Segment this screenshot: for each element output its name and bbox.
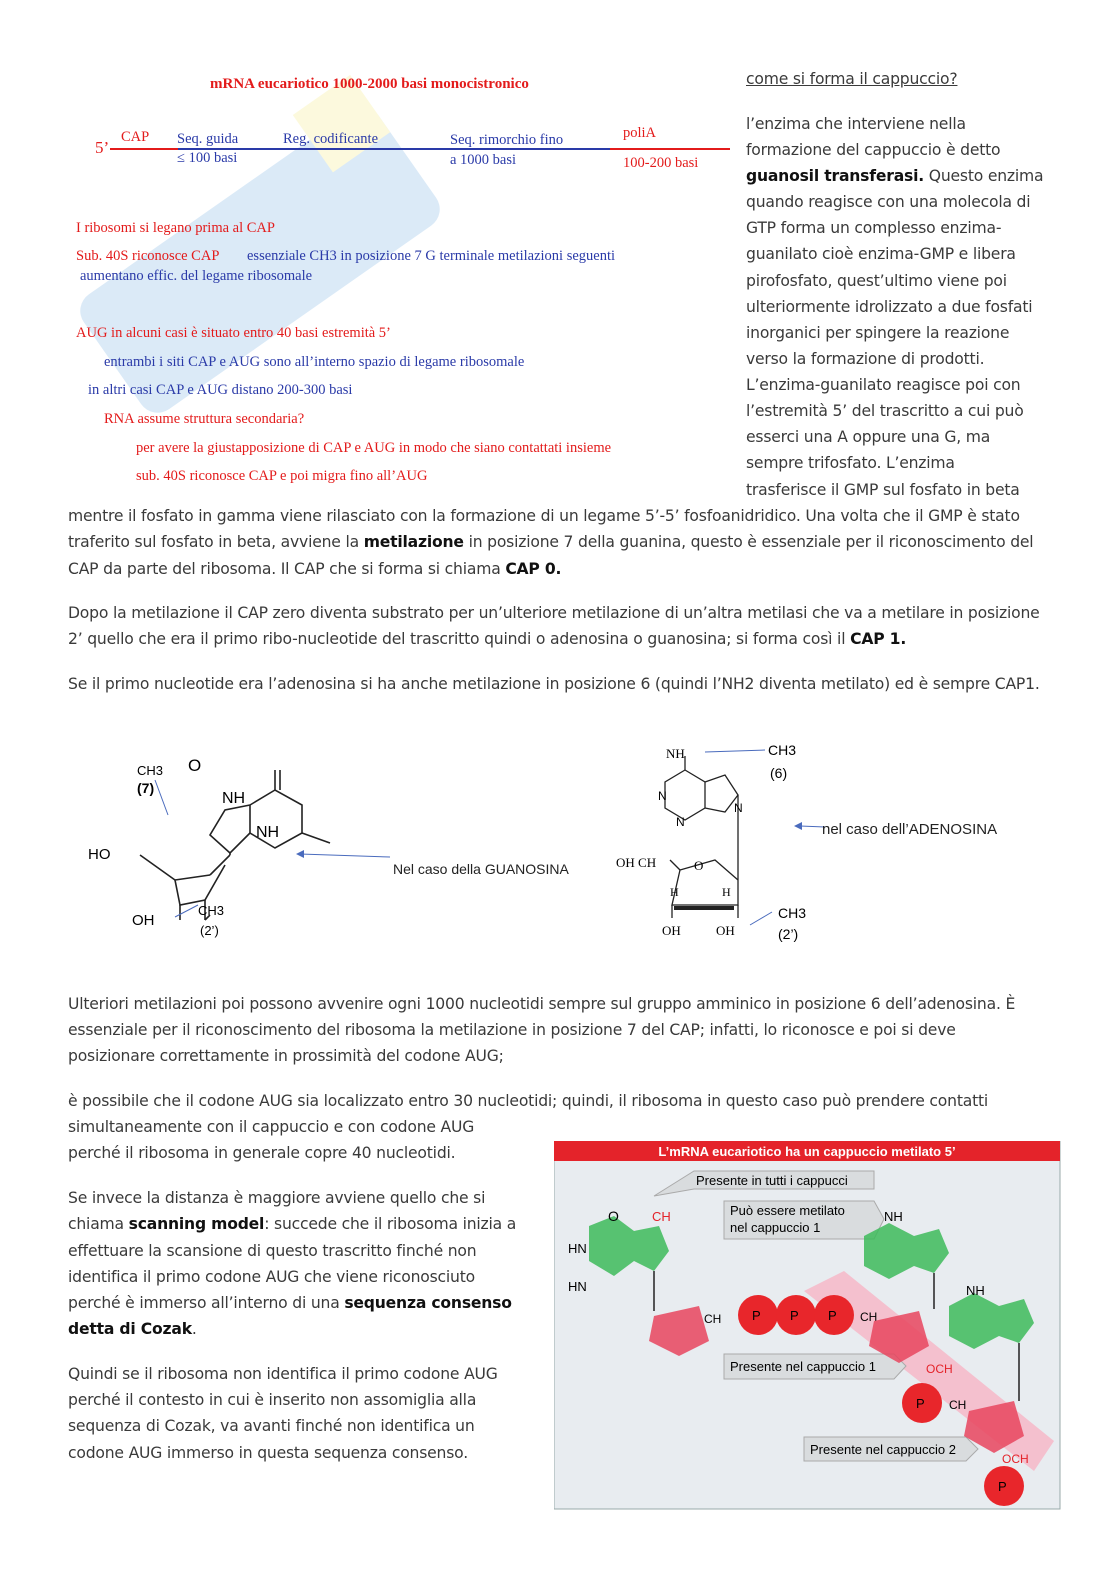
para-3: Se il primo nucleotide era l’adenosina si ha anche metilazione in posizione 6 (quindi l’NH2 diventa metilato) ed è sempre CAP1. — [68, 675, 1040, 693]
para-6-line-6-end: . — [191, 1320, 197, 1338]
polia-length: 100-200 basi — [623, 155, 699, 171]
para-6-line-3: effettuare la scansione di questo trascritto finché non — [68, 1242, 477, 1260]
cap1-term: CAP 1. — [850, 630, 907, 648]
adenosine-oh2: OH — [716, 923, 735, 938]
para-5-line-1: è possibile che il codone AUG sia localizzato entro 30 nucleotidi; quindi, il ribosoma in questo caso può prendere contatti — [68, 1092, 989, 1110]
fig-adenine2-nh2: NH — [966, 1283, 985, 1298]
fig-guanine-hn: HN — [568, 1241, 587, 1256]
fig-ch2-2: CH — [860, 1310, 878, 1324]
section-heading: come si forma il cappuccio? — [746, 70, 958, 88]
para-1-line-1: mentre il fosfato in gamma viene rilasciato con la formazione di un legame 5’-5’ fosfoanidridico. Una volta che il GMP è stato — [68, 507, 1020, 525]
cap-figure — [554, 1141, 1062, 1511]
col-line-10: verso la formazione di prodotti. — [746, 350, 985, 368]
fig-guanine-o: O — [608, 1208, 619, 1224]
adenosine-n1: N — [658, 789, 667, 803]
para-6-line-2-end: : succede che il ribosoma inizia a — [264, 1215, 517, 1233]
col-line-1: l’enzima che interviene nella — [746, 115, 966, 133]
col-line-9: inorganici per spingere la reazione — [746, 324, 1010, 342]
fig-guanine-hn-2: HN — [568, 1279, 587, 1294]
para-6-line-5: perché è immerso all’interno di una — [68, 1294, 345, 1312]
guanosine-pos2: (2’) — [200, 923, 219, 938]
para-1-line-2-end: in posizione 7 della guanina, questo è essenziale per il riconoscimento del — [463, 533, 1034, 551]
fig-phosphate-2: P — [790, 1308, 799, 1323]
para-6-line-2: chiama — [68, 1215, 129, 1233]
adenosine-oh1: OH — [662, 923, 681, 938]
para-7-line-2: perché il contesto in cui è inserito non assomiglia alla — [68, 1391, 477, 1409]
reg-codificante-label: Reg. codificante — [283, 131, 379, 147]
slide-line-6: in altri casi CAP e AUG distano 200-300 basi — [88, 382, 353, 398]
callout-methylated-a: Può essere metilato — [730, 1203, 845, 1218]
col-line-5: GTP forma un complesso enzima- — [746, 219, 1002, 237]
col-line-7: pirofosfato, quest’ultimo viene poi — [746, 272, 1007, 290]
guanosine-arrow — [290, 845, 400, 865]
cap0-term: CAP 0. — [505, 560, 562, 578]
slide-line-3: aumentano effic. del legame ribosomale — [80, 268, 313, 284]
seq-guida-length: ≤ 100 basi — [177, 150, 238, 166]
adenosine-h2: H — [722, 885, 731, 899]
col-line-2: formazione del cappuccio è detto — [746, 141, 1001, 159]
para-2-line-1: Dopo la metilazione il CAP zero diventa substrato per un’ulteriore metilazione di un’altra metilasi che va a metilare in posizione — [68, 604, 1040, 622]
slide-line-5: entrambi i siti CAP e AUG sono all’interno spazio di legame ribosomale — [104, 354, 525, 370]
adenosine-n9: N — [734, 801, 743, 815]
guanosine-ch3: CH3 — [137, 763, 164, 778]
slide-line-1: I ribosomi si legano prima al CAP — [76, 220, 275, 236]
para-5-line-2: simultaneamente con il cappuccio e con codone AUG — [68, 1118, 475, 1136]
col-line-12: l’estremità 5’ del trascritto a cui può — [746, 402, 1024, 420]
para-1-line-3: CAP da parte del ribosoma. Il CAP che si forma si chiama — [68, 560, 506, 578]
adenosine-h1: H — [670, 885, 679, 899]
adenosine-pos6: (6) — [770, 765, 788, 781]
col-line-3: Questo enzima — [923, 167, 1044, 185]
slide-title: mRNA eucariotico 1000-2000 basi monocistronico — [210, 76, 529, 92]
adenosine-structure — [610, 740, 840, 945]
slide-line-2b: essenziale CH3 in posizione 7 G terminale metilazioni seguenti — [247, 248, 616, 264]
callout-methylated-b: nel cappuccio 1 — [730, 1220, 821, 1235]
adenosine-ch3: CH3 — [768, 742, 797, 758]
col-line-8: ulteriormente idrolizzato a due fosfati — [746, 298, 1033, 316]
slide-line-8: per avere la giustapposizione di CAP e AUG in modo che siano contattati insieme — [136, 440, 612, 456]
para-5-line-3: perché il ribosoma in generale copre 40 nucleotidi. — [68, 1144, 456, 1162]
seq-guida-label: Seq. guida — [177, 131, 239, 147]
polia-label: poliA — [623, 125, 657, 141]
col-line-11: L’enzima-guanilato reagisce poi con — [746, 376, 1021, 394]
adenosine-nh2: NH — [666, 746, 685, 761]
sequenza-consenso-term: sequenza consenso — [344, 1294, 512, 1312]
five-prime-label: 5’ — [95, 138, 110, 157]
col-line-4: quando reagisce con una molecola di — [746, 193, 1031, 211]
guanosina-label: Nel caso della GUANOSINA — [393, 861, 569, 877]
para-7-line-1: Quindi se il ribosoma non identifica il primo codone AUG — [68, 1365, 498, 1383]
slide-line-4: AUG in alcuni casi è situato entro 40 basi estremità 5’ — [76, 325, 391, 341]
fig-phosphate-1: P — [752, 1308, 761, 1323]
fig-ch2-1: CH — [704, 1312, 722, 1326]
adenosine-ch3-2: CH3 — [778, 905, 807, 921]
col-line-6: guanilato cioè enzima-GMP e libera — [746, 245, 1016, 263]
adenosine-o: O — [694, 858, 704, 873]
guanosine-nh: NH — [222, 790, 246, 807]
cozak-term: detta di Cozak — [68, 1320, 192, 1338]
fig-ch2-3: CH — [949, 1398, 967, 1412]
fig-phosphate-3: P — [828, 1308, 837, 1323]
para-4-line-1: Ulteriori metilazioni poi possono avvenire ogni 1000 nucleotidi sempre sul gruppo amminico in posizione 6 dell’adenosina. È — [68, 995, 1016, 1013]
para-4-line-2: essenziale per il riconoscimento del ribosoma la metilazione in posizione 7 del CAP; infatti, lo riconosce e poi si deve — [68, 1021, 956, 1039]
col-line-13: esserci una A oppure una G, ma — [746, 428, 991, 446]
scanning-model-term: scanning model — [128, 1215, 265, 1233]
slide-line-2a: Sub. 40S riconosce CAP — [76, 248, 220, 264]
adenosina-label: nel caso dell’ADENOSINA — [822, 821, 998, 838]
para-7-line-3: sequenza di Cozak, va avanti finché non identifica un — [68, 1417, 475, 1435]
callout-cap1: Presente nel cappuccio 1 — [730, 1359, 876, 1374]
guanosine-ho: HO — [88, 846, 111, 863]
slide-line-9: sub. 40S riconosce CAP e poi migra fino all’AUG — [136, 468, 428, 484]
guanosine-ch3-2: CH3 — [198, 903, 225, 918]
para-6-line-1: Se invece la distanza è maggiore avviene quello che si — [68, 1189, 486, 1207]
col-line-15: trasferisce il GMP sul fosfato in beta — [746, 481, 1020, 499]
metilazione-term: metilazione — [363, 533, 464, 551]
fig-adenine1-nh2: NH — [884, 1209, 903, 1224]
fig-guanine-ch3: CH — [652, 1209, 671, 1224]
guanosine-oh: OH — [132, 912, 155, 929]
guanosil-transferasi-term: guanosil transferasi. — [746, 167, 924, 185]
cap-figure-title: L’mRNA eucariotico ha un cappuccio metilato 5’ — [658, 1144, 956, 1159]
seq-rimorchio-length: a 1000 basi — [450, 152, 517, 168]
fig-phosphate-4: P — [916, 1396, 925, 1411]
seq-rimorchio-label: Seq. rimorchio fino — [450, 132, 564, 148]
guanosine-o: O — [188, 756, 202, 775]
adenosine-n3: N — [676, 815, 685, 829]
adenosine-ohch2: OH CH — [616, 855, 657, 870]
para-6-line-4: identifica il primo codone AUG che viene riconosciuto — [68, 1268, 475, 1286]
fig-och3-2: OCH — [1002, 1452, 1029, 1466]
guanosine-nh2: NH — [256, 824, 280, 841]
cap-label: CAP — [121, 129, 150, 145]
fig-och3-1: OCH — [926, 1362, 953, 1376]
para-2-line-2: 2’ quello che era il primo ribo-nucleotide del trascritto quindi o adenosina o guanosina; si forma così il — [68, 630, 851, 648]
col-line-14: sempre trifosfato. L’enzima — [746, 454, 955, 472]
para-4-line-3: posizionare correttamente in prossimità del codone AUG; — [68, 1047, 504, 1065]
guanosine-pos7: (7) — [137, 780, 155, 796]
slide-line-7: RNA assume struttura secondaria? — [104, 411, 305, 427]
para-1-line-2: traferito sul fosfato in beta, avviene la — [68, 533, 364, 551]
fig-phosphate-5: P — [998, 1479, 1007, 1494]
para-7-line-4: codone AUG immerso in questa sequenza consenso. — [68, 1444, 468, 1462]
callout-cap2: Presente nel cappuccio 2 — [810, 1442, 956, 1457]
adenosine-pos2: (2’) — [778, 926, 799, 942]
callout-all-caps: Presente in tutti i cappucci — [696, 1173, 848, 1188]
